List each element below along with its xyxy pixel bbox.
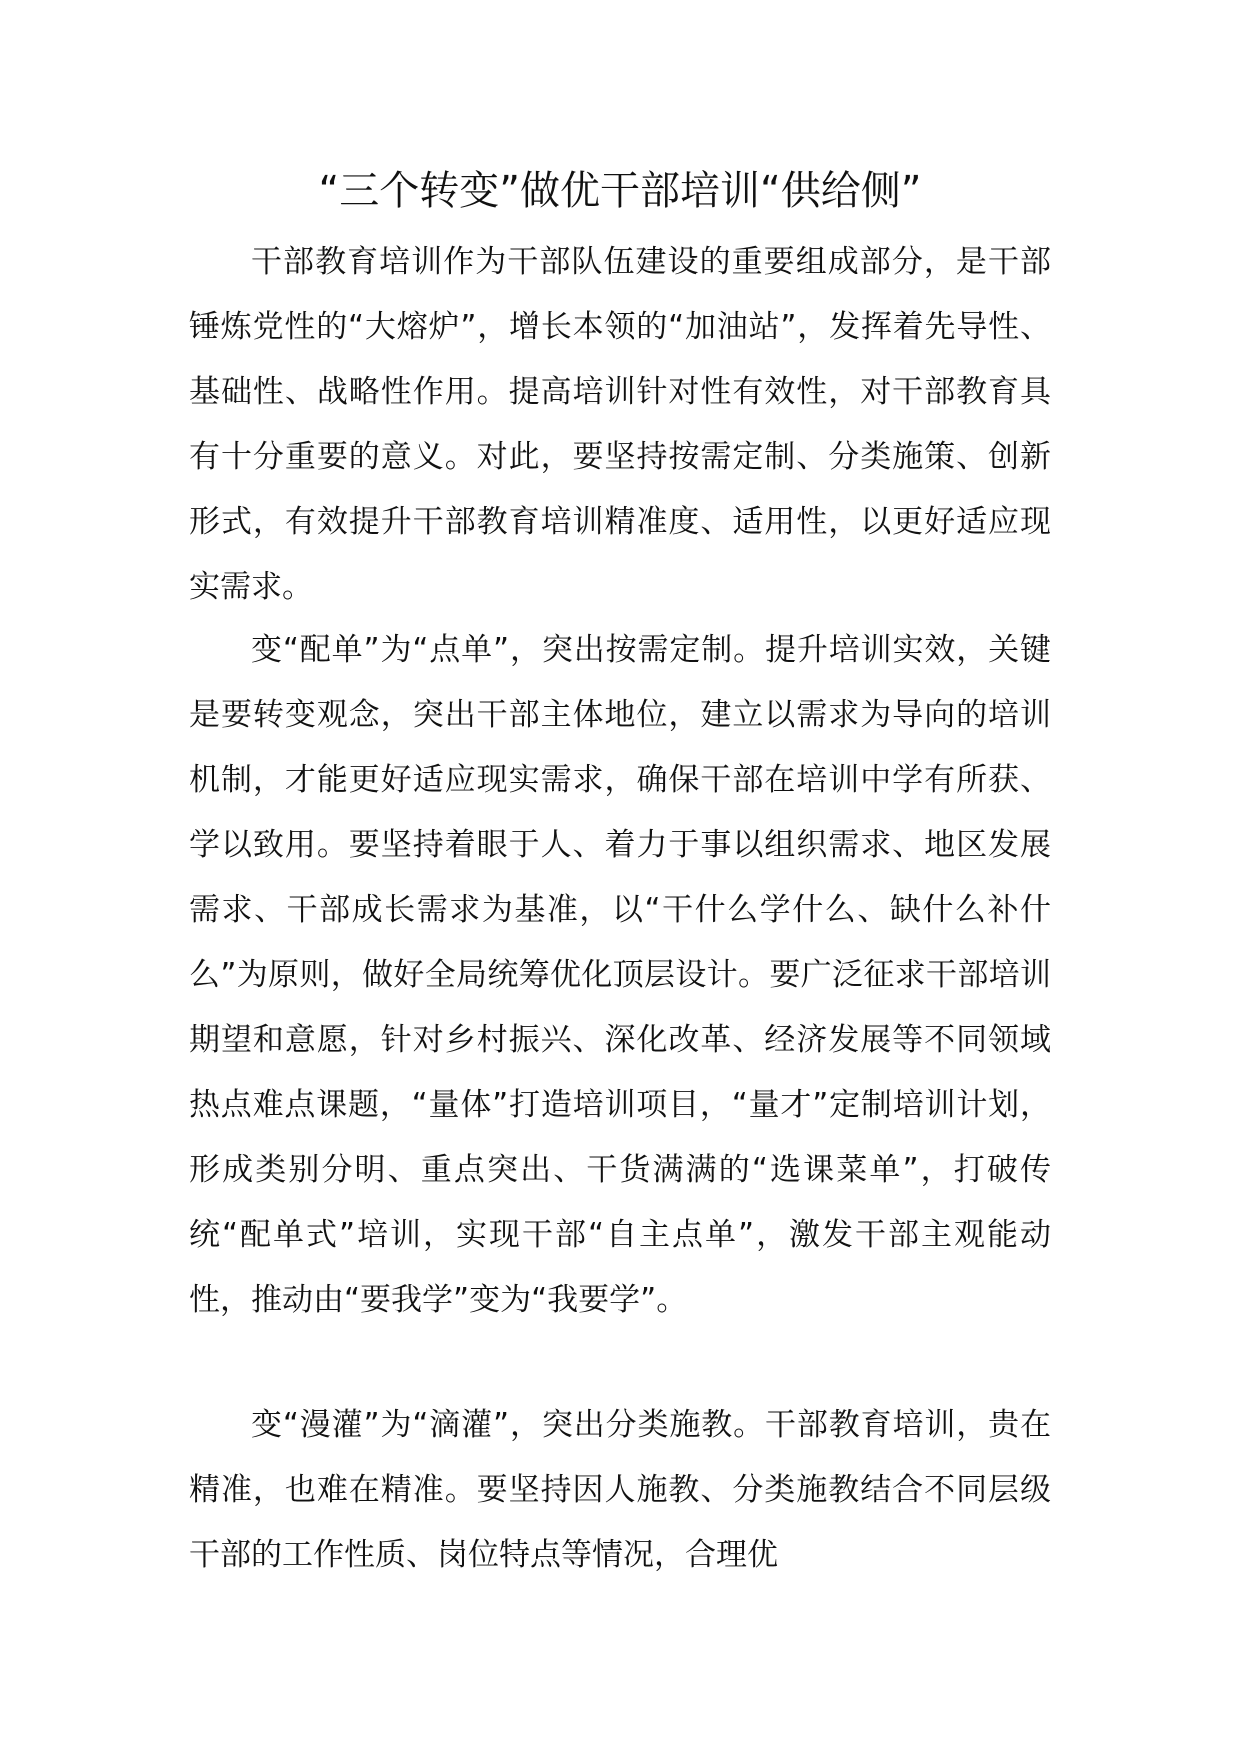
paragraph-ordering: 变“配单”为“点单”，突出按需定制。提升培训实效，关键是要转变观念，突出干部主体地位，建立以需求为导向的培训机制，才能更好适应现实需求，确保干部在培训中学有所获、学以致用。要坚持着眼于人、着力于事以组织需求、地区发展需求、干部成长需求为基准，以“干什么学什么、缺什么补什么”为原则，做好全局统筹优化顶层设计。要广泛征求干部培训期望和意愿，针对乡村振兴、深化改革、经济发展等不同领域热点难点课题，“量体”打造培训项目，“量才”定制培训计划，形成类别分明、重点突出、干货满满的“选课菜单”，打破传统“配单式”培训，实现干部“自主点单”，激发干部主观能动性，推动由“要我学”变为“我要学”。 xyxy=(189,632,1051,1318)
paragraph-drip-irrigation: 变“漫灌”为“滴灌”，突出分类施教。干部教育培训，贵在精准，也难在精准。要坚持因人施教、分类施教结合不同层级干部的工作性质、岗位特点等情况，合理优 xyxy=(189,1407,1051,1573)
paragraph-intro: 干部教育培训作为干部队伍建设的重要组成部分，是干部锤炼党性的“大熔炉”，增长本领的“加油站”，发挥着先导性、基础性、战略性作用。提高培训针对性有效性，对干部教育具有十分重要的意义。对此，要坚持按需定制、分类施策、创新形式，有效提升干部教育培训精准度、适用性，以更好适应现实需求。 xyxy=(189,244,1051,605)
document-page xyxy=(189,0,1051,1754)
document-title: “三个转变”做优干部培训“供给侧” xyxy=(318,168,922,214)
